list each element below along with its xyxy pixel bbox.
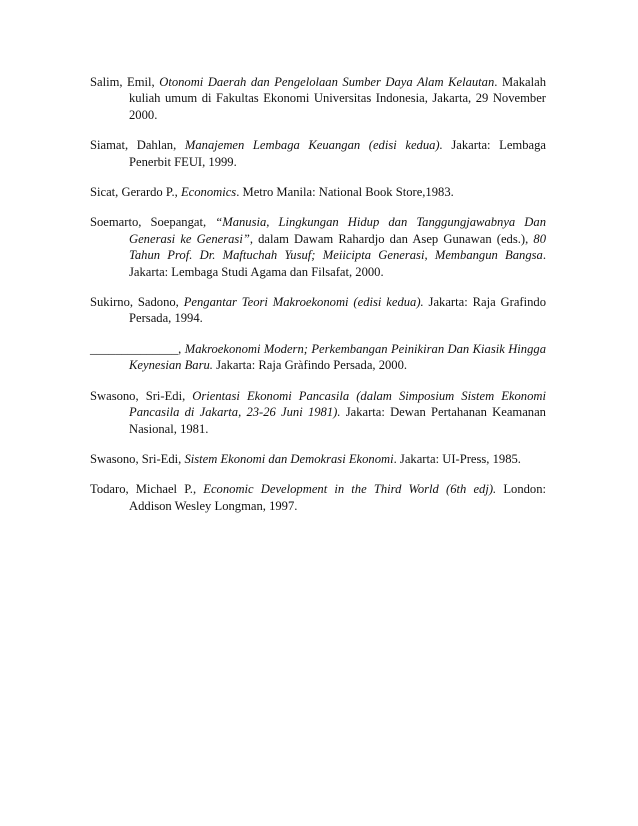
entry-title: Economic Development in the Third World (6th edj).: [203, 482, 497, 497]
bibliography-entry-todaro: [90, 481, 546, 514]
bibliography-entry-swasono-1985: [90, 451, 546, 467]
entry-author: Todaro, Michael P.,: [90, 482, 204, 497]
entry-publication: Jakarta: Dewan Pertahanan Keamanan Nasional, 1981.: [129, 405, 546, 436]
entry-publication: . Makalah kuliah umum di Fakultas Ekonomi Universitas Indonesia, Jakarta, 29 November 2000.: [129, 75, 546, 122]
bibliography-entry-salim: [90, 74, 546, 123]
entry-publication: Jakarta: Lembaga Penerbit FEUI, 1999.: [129, 138, 546, 169]
bibliography-entry-swasono-1981: [90, 388, 546, 437]
bibliography-list: [90, 74, 546, 528]
entry-title: Otonomi Daerah dan Pengelolaan Sumber Daya Alam Kelautan: [159, 75, 495, 89]
entry-author: Sicat, Gerardo P.,: [90, 185, 181, 200]
entry-title: Sistem Ekonomi dan Demokrasi Ekonomi: [184, 451, 394, 466]
entry-publication: Jakarta: Raja Grafindo Persada, 1994.: [129, 295, 547, 326]
entry-author: Swasono, Sri-Edi,: [90, 388, 193, 403]
entry-author: Salim, Emil,: [90, 75, 160, 89]
entry-title: “Manusia, Lingkungan Hidup dan Tanggungjawabnya Dan Generasi ke Generasi”: [129, 215, 546, 246]
entry-editors: , dalam Dawam Rahardjo dan Asep Gunawan (eds.),: [249, 231, 534, 246]
entry-author-placeholder: ______________,: [90, 341, 185, 356]
entry-author: Soemarto, Soepangat,: [90, 215, 216, 230]
bibliography-entry-siamat: [90, 137, 546, 170]
entry-title: Makroekonomi Modern; Perkembangan Peinikiran Dan Kiasik Hingga Keynesian Baru.: [129, 341, 546, 373]
entry-author: Siamat, Dahlan,: [90, 138, 185, 153]
entry-publication: . Metro Manila: National Book Store,1983.: [236, 185, 454, 200]
entry-publication: London: Addison Wesley Longman, 1997.: [129, 482, 546, 513]
bibliography-entry-soemarto: [90, 214, 546, 280]
entry-title: Orientasi Ekonomi Pancasila (dalam Simposium Sistem Ekonomi Pancasila di Jakarta, 23-26 Juni 1981).: [129, 388, 546, 420]
entry-title: Manajemen Lembaga Keuangan (edisi kedua).: [184, 138, 443, 153]
entry-publication: Jakarta: Raja Gràfindo Persada, 2000.: [212, 358, 408, 373]
entry-author: Sukirno, Sadono,: [90, 295, 184, 310]
bibliography-entry-sukirno-2: [90, 341, 546, 374]
entry-author: Swasono, Sri-Edi,: [90, 451, 185, 466]
entry-book-title: 80 Tahun Prof. Dr. Maftuchah Yusuf; Meiicipta Generasi, Membangun Bangsa: [129, 231, 546, 263]
entry-publication: . Jakarta: UI-Press, 1985.: [393, 451, 521, 466]
bibliography-entry-sukirno: [90, 294, 546, 327]
entry-publication: . Jakarta: Lembaga Studi Agama dan Filsafat, 2000.: [129, 248, 546, 279]
bibliography-entry-sicat: [90, 184, 546, 200]
entry-title: Economics: [180, 185, 237, 200]
entry-title: Pengantar Teori Makroekonomi (edisi kedua).: [183, 295, 424, 310]
